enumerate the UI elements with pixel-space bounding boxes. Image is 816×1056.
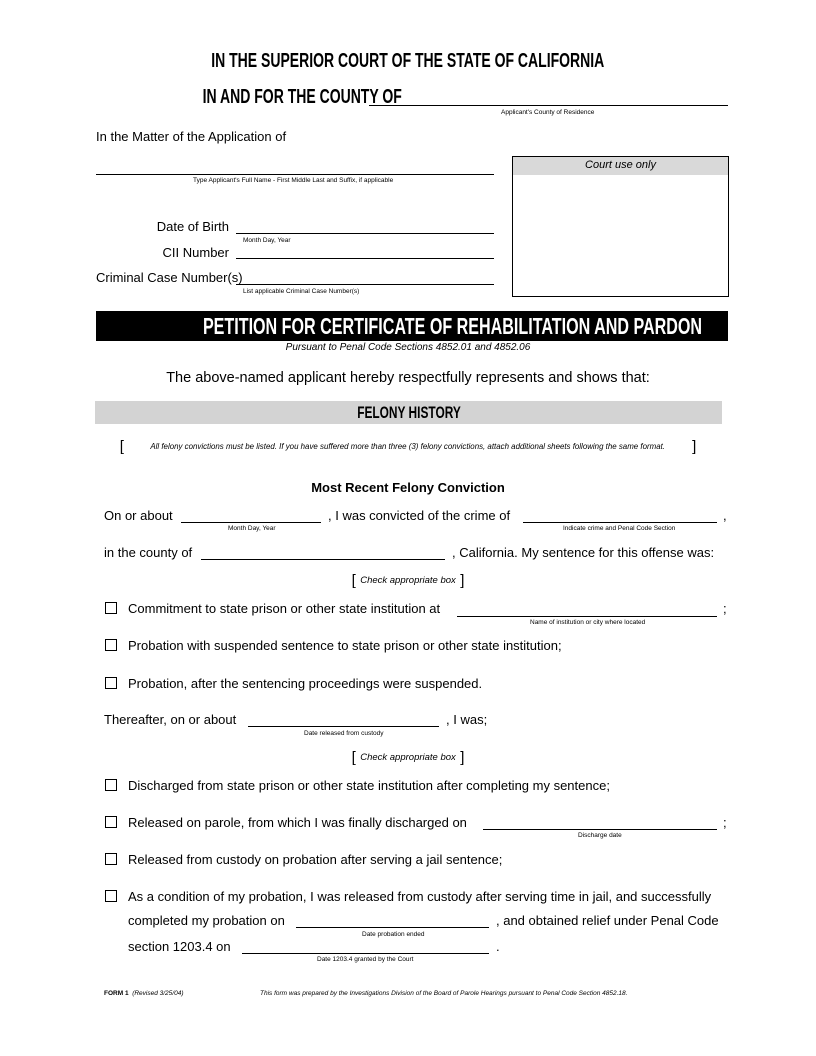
matter-label: In the Matter of the Application of [96, 129, 287, 144]
court-use-box [512, 156, 729, 297]
recent-conviction-title: Most Recent Felony Conviction [311, 480, 505, 495]
discharge-date-field[interactable] [483, 829, 717, 830]
felony-note-text: All felony convictions must be listed. If you have suffered more than three (3) felony convictions, attach additional sheets following the same format. [150, 441, 666, 451]
condition-line-2a: completed my probation on [128, 913, 285, 928]
parole-label: Released on parole, from which I was finally discharged on [128, 815, 467, 830]
condition-line-2b: , and obtained relief under Penal Code [496, 913, 719, 928]
convicted-of-label: , I was convicted of the crime of [328, 508, 511, 523]
semicolon: ; [723, 601, 727, 616]
bracket-close: ] [692, 438, 697, 455]
conviction-date-hint: Month Day, Year [228, 525, 276, 532]
court-use-title: Court use only [513, 157, 728, 175]
dob-label: Date of Birth [156, 219, 229, 234]
sentence-label: , California. My sentence for this offense was: [452, 545, 715, 560]
felony-note [0, 438, 816, 456]
dob-field[interactable] [236, 233, 494, 234]
bracket-close: ] [460, 572, 465, 589]
discharged-checkbox[interactable] [105, 779, 117, 791]
check-box-note-1 [0, 572, 816, 590]
custody-probation-label: Released from custody on probation after serving a jail sentence; [128, 852, 503, 867]
felony-history-bar [95, 401, 722, 424]
felony-history-title: FELONY HISTORY [356, 403, 461, 422]
custody-probation-checkbox[interactable] [105, 853, 117, 865]
conviction-date-field[interactable] [181, 522, 321, 523]
bracket-open: [ [119, 438, 124, 455]
probation-after-label: Probation, after the sentencing proceedings were suspended. [128, 676, 483, 691]
bracket-close: ] [460, 749, 465, 766]
form-revised: (Revised 3/25/04) [132, 990, 184, 997]
release-date-field[interactable] [248, 726, 439, 727]
crime-hint: Indicate crime and Penal Code Section [563, 525, 676, 532]
bracket-open: [ [351, 749, 356, 766]
county-field[interactable] [369, 105, 728, 106]
petition-title: PETITION FOR CERTIFICATE OF REHABILITATION AND PARDON [202, 313, 703, 339]
discharge-date-hint: Discharge date [578, 832, 622, 839]
commitment-label: Commitment to state prison or other state institution at [128, 601, 441, 616]
release-date-hint: Date released from custody [304, 730, 384, 737]
petition-subtitle: Pursuant to Penal Code Sections 4852.01 and 4852.06 [285, 342, 531, 353]
county-label: IN AND FOR THE COUNTY OF [202, 86, 402, 108]
parole-checkbox[interactable] [105, 816, 117, 828]
commitment-checkbox[interactable] [105, 602, 117, 614]
cii-label: CII Number [162, 245, 229, 260]
institution-hint: Name of institution or city where located [530, 619, 646, 626]
case-number-label: Criminal Case Number(s) [96, 270, 243, 285]
probation-end-date-field[interactable] [296, 927, 489, 928]
probation-suspended-label: Probation with suspended sentence to state prison or other state institution; [128, 638, 562, 653]
applicant-name-hint: Type Applicant's Full Name - First Middle Last and Suffix, if applicable [193, 177, 394, 184]
conviction-county-field[interactable] [201, 559, 445, 560]
i-was-label: , I was; [446, 712, 488, 727]
court-title: IN THE SUPERIOR COURT OF THE STATE OF CALIFORNIA [211, 50, 605, 72]
applicant-name-field[interactable] [96, 174, 494, 175]
petition-intro: The above-named applicant hereby respectfully represents and shows that: [166, 370, 650, 386]
condition-line-1: As a condition of my probation, I was released from custody after serving time in jail, and successfully [128, 889, 712, 904]
semicolon: ; [723, 815, 727, 830]
probation-after-checkbox[interactable] [105, 677, 117, 689]
cii-field[interactable] [236, 258, 494, 259]
form-number: FORM 1 [104, 990, 129, 997]
comma: , [723, 508, 727, 523]
relief-granted-hint: Date 1203.4 granted by the Court [317, 956, 414, 963]
check-box-text: Check appropriate box [360, 752, 456, 763]
condition-line-3: section 1203.4 on [128, 939, 231, 954]
probation-suspended-checkbox[interactable] [105, 639, 117, 651]
case-number-field[interactable] [236, 284, 494, 285]
institution-field[interactable] [457, 616, 717, 617]
dob-hint: Month Day, Year [243, 237, 291, 244]
period: . [496, 939, 500, 954]
probation-end-hint: Date probation ended [362, 931, 425, 938]
crime-field[interactable] [523, 522, 717, 523]
condition-probation-checkbox[interactable] [105, 890, 117, 902]
case-number-hint: List applicable Criminal Case Number(s) [243, 288, 360, 295]
check-box-text: Check appropriate box [360, 575, 456, 586]
county-of-label: in the county of [104, 545, 193, 560]
discharged-label: Discharged from state prison or other state institution after completing my sentence; [128, 778, 610, 793]
footer-form [104, 990, 184, 997]
relief-granted-date-field[interactable] [242, 953, 489, 954]
thereafter-label: Thereafter, on or about [104, 712, 237, 727]
footer-prepared: This form was prepared by the Investigations Division of the Board of Parole Hearings pursuant to Penal Code Section 4852.18. [260, 990, 628, 997]
check-box-note-2 [0, 749, 816, 767]
petition-title-bar [96, 311, 728, 341]
on-or-about-label: On or about [104, 508, 173, 523]
bracket-open: [ [351, 572, 356, 589]
county-hint: Applicant's County of Residence [501, 109, 595, 116]
